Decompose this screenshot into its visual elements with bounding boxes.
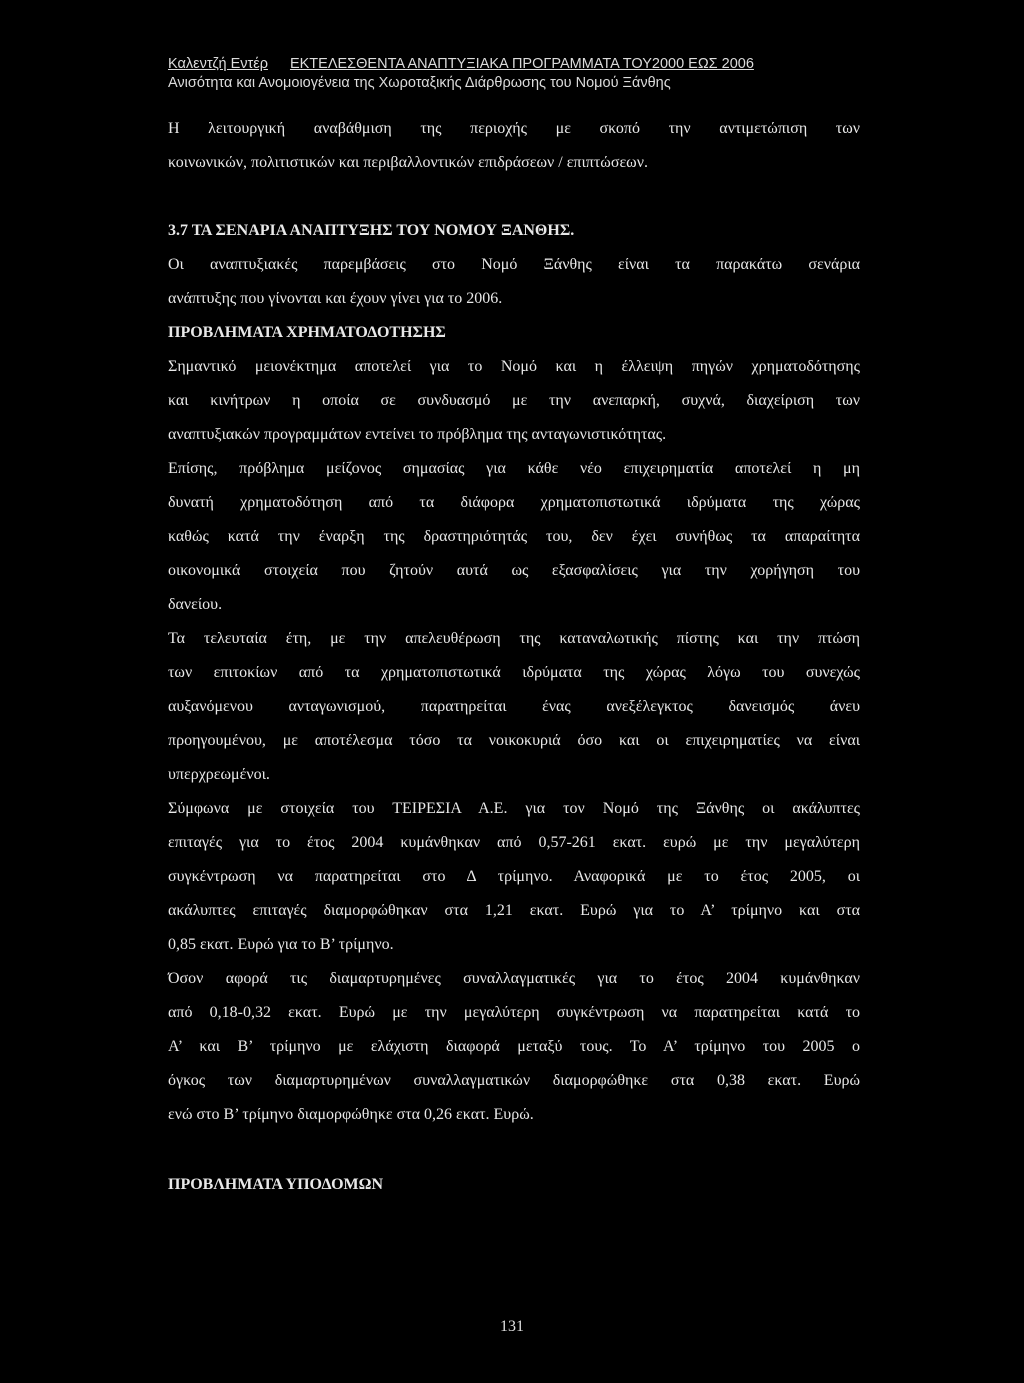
text-line: Επίσης, πρόβλημα μείζονος σημασίας για κάθε νέο επιχειρηματία αποτελεί η μη bbox=[168, 460, 860, 477]
text-line: ακάλυπτες επιταγές διαμορφώθηκαν στα 1,21 εκατ. Ευρώ για το Α’ τρίμηνο και στα bbox=[168, 902, 860, 919]
header-title: ΕΚΤΕΛΕΣΘΕΝΤΑ ΑΝΑΠΤΥΞΙΑΚΑ ΠΡΟΓΡΑΜΜΑΤΑ ΤΟΥ2000 ΕΩΣ 2006 bbox=[289, 56, 754, 72]
text-line: αυξανόμενου ανταγωνισμού, παρατηρείται ένας ανεξέλεγκτος δανεισμός άνευ bbox=[168, 698, 860, 715]
text-line: Α’ και Β’ τρίμηνο με ελάχιστη διαφορά μεταξύ τους. Το Α’ τρίμηνο του 2005 ο bbox=[168, 1038, 860, 1055]
header-subtitle: Ανισότητα και Ανομοιογένεια της Χωροταξικής Διάρθρωσης του Νομού Ξάνθης bbox=[168, 75, 671, 91]
intro-paragraph bbox=[168, 112, 860, 180]
text-line: Η λειτουργική αναβάθμιση της περιοχής με σκοπό την αντιμετώπιση των bbox=[168, 120, 860, 137]
paragraph-3 bbox=[168, 622, 860, 792]
text-line: δυνατή χρηματοδότηση από τα διάφορα χρηματοπιστωτικά ιδρύματα της χώρας bbox=[168, 494, 860, 511]
paragraph-1 bbox=[168, 350, 860, 452]
section-intro-paragraph bbox=[168, 248, 860, 316]
text-line: Όσον αφορά τις διαμαρτυρημένες συναλλαγματικές για το έτος 2004 κυμάνθηκαν bbox=[168, 970, 860, 987]
text-line: αναπτυξιακών προγραμμάτων εντείνει το πρόβλημα της ανταγωνιστικότητας. bbox=[168, 426, 667, 443]
text-line: Σημαντικό μειονέκτημα αποτελεί για το Νομό και η έλλειψη πηγών χρηματοδότησης bbox=[168, 358, 860, 375]
text-line: και κινήτρων η οποία σε συνδυασμό με την ανεπαρκή, συχνά, διαχείριση των bbox=[168, 392, 860, 409]
text-line: δανείου. bbox=[168, 596, 223, 613]
text-line: ενώ στο Β’ τρίμηνο διαμορφώθηκε στα 0,26 εκατ. Ευρώ. bbox=[168, 1106, 534, 1123]
page-number: 131 bbox=[500, 1318, 524, 1335]
header-line-1 bbox=[168, 55, 868, 74]
text-line: από 0,18-0,32 εκατ. Ευρώ με την μεγαλύτερη συγκέντρωση να παρατηρείται κατά το bbox=[168, 1004, 860, 1021]
text-line: επιταγές για το έτος 2004 κυμάνθηκαν από 0,57-261 εκατ. ευρώ με την μεγαλύτερη bbox=[168, 834, 860, 851]
text-line: οικονομικά στοιχεία που ζητούν αυτά ως εξασφαλίσεις για την χορήγηση του bbox=[168, 562, 860, 579]
text-line: Σύμφωνα με στοιχεία του ΤΕΙΡΕΣΙΑ Α.Ε. για τον Νομό της Ξάνθης οι ακάλυπτες bbox=[168, 800, 860, 817]
text-line: ανάπτυξης που γίνονται και έχουν γίνει για το 2006. bbox=[168, 290, 503, 307]
text-line: όγκος των διαμαρτυρημένων συναλλαγματικών διαμορφώθηκε στα 0,38 εκατ. Ευρώ bbox=[168, 1072, 860, 1089]
infrastructure-problems-heading: ΠΡΟΒΛΗΜΑΤΑ ΥΠΟΔΟΜΩΝ bbox=[168, 1176, 384, 1193]
paragraph-4 bbox=[168, 792, 860, 962]
text-line: Οι αναπτυξιακές παρεμβάσεις στο Νομό Ξάνθης είναι τα παρακάτω σενάρια bbox=[168, 256, 860, 273]
text-line: των επιτοκίων από τα χρηματοπιστωτικά ιδρύματα της χώρας λόγω του συνεχώς bbox=[168, 664, 860, 681]
paragraph-2 bbox=[168, 452, 860, 622]
text-line: Τα τελευταία έτη, με την απελευθέρωση της καταναλωτικής πίστης και την πτώση bbox=[168, 630, 860, 647]
funding-problems-heading: ΠΡΟΒΛΗΜΑΤΑ ΧΡΗΜΑΤΟΔΟΤΗΣΗΣ bbox=[168, 324, 446, 341]
document-body bbox=[168, 112, 860, 1202]
text-line: καθώς κατά την έναρξη της δραστηριότητάς του, δεν έχει συνήθως τα απαραίτητα bbox=[168, 528, 860, 545]
page-header bbox=[168, 55, 868, 93]
paragraph-5 bbox=[168, 962, 860, 1132]
text-line: κοινωνικών, πολιτιστικών και περιβαλλοντικών επιδράσεων / επιπτώσεων. bbox=[168, 154, 648, 171]
text-line: προηγουμένου, με αποτέλεσμα τόσο τα νοικοκυριά όσο και οι επιχειρηματίες να είναι bbox=[168, 732, 860, 749]
text-line: 0,85 εκατ. Ευρώ για το Β’ τρίμηνο. bbox=[168, 936, 394, 953]
text-line: υπερχρεωμένοι. bbox=[168, 766, 270, 783]
text-line: συγκέντρωση να παρατηρείται στο Δ τρίμηνο. Αναφορικά με το έτος 2005, οι bbox=[168, 868, 860, 885]
header-author: Καλεντζή Εντέρ bbox=[168, 56, 268, 72]
section-heading: 3.7 ΤΑ ΣΕΝΑΡΙΑ ΑΝΑΠΤΥΞΗΣ ΤΟΥ ΝΟΜΟΥ ΞΑΝΘΗΣ. bbox=[168, 222, 575, 239]
